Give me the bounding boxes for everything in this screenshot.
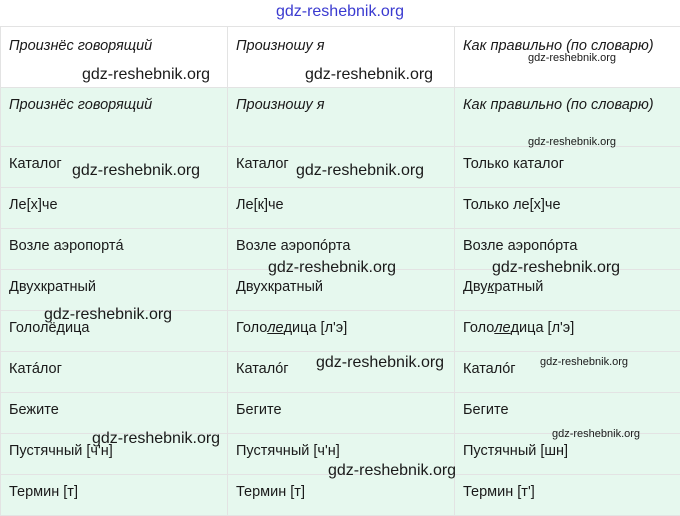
table-cell: Возле аэропортá <box>1 229 228 270</box>
header-cell-me: Произношу я <box>228 27 455 88</box>
watermark: gdz-reshebnik.org <box>92 430 221 447</box>
table-cell <box>455 311 680 352</box>
table-cell: Ле[к]че <box>228 188 455 229</box>
table-cell: Термин [т] <box>1 475 228 516</box>
watermark: gdz-reshebnik.org <box>296 162 425 179</box>
header-cell-me: Произношу я <box>228 88 455 147</box>
site-header: gdz-reshebnik.org <box>275 3 405 20</box>
table-cell: Катáлог <box>1 352 228 393</box>
table-cell: Бежите <box>1 393 228 434</box>
header-cell-speaker: Произнёс говорящий <box>1 27 228 88</box>
table-cell: Возле аэропóрта <box>455 229 680 270</box>
table-cell: Гололёдица <box>1 311 228 352</box>
word-part: Дву <box>463 279 488 295</box>
watermark: gdz-reshebnik.org <box>316 354 445 371</box>
watermark: gdz-reshebnik.org <box>44 306 173 323</box>
watermark: gdz-reshebnik.org <box>268 259 397 276</box>
header-cell-dictionary: Как правильно (по словарю) <box>455 27 680 88</box>
word-part: Голо <box>463 320 495 336</box>
table-cell: Пустячный [ч'н] <box>228 434 455 475</box>
watermark: gdz-reshebnik.org <box>528 52 617 64</box>
table-cell: Бегите <box>455 393 680 434</box>
table-cell: Только каталог <box>455 147 680 188</box>
table-cell: Только ле[х]че <box>455 188 680 229</box>
emphasized-letters: ле <box>267 320 284 336</box>
table-cell: Пустячный [шн] <box>455 434 680 475</box>
watermark: gdz-reshebnik.org <box>72 162 201 179</box>
emphasized-letters: к <box>487 279 495 295</box>
watermark: gdz-reshebnik.org <box>328 462 457 479</box>
emphasized-letters: ле <box>494 320 511 336</box>
header-cell-dictionary: Как правильно (по словарю) <box>455 88 680 147</box>
word-part: Голо <box>236 320 268 336</box>
table-row <box>1 475 680 516</box>
table-cell: Ле[х]че <box>1 188 228 229</box>
table-row <box>1 188 680 229</box>
table-cell: Возле аэропóрта <box>228 229 455 270</box>
table-cell: Пустячный [ч'н] <box>1 434 228 475</box>
table-cell: Термин [т'] <box>455 475 680 516</box>
header-cell-speaker: Произнёс говорящий <box>1 88 228 147</box>
table-cell: Каталóг <box>455 352 680 393</box>
table-cell: Термин [т] <box>228 475 455 516</box>
watermark: gdz-reshebnik.org <box>82 66 211 83</box>
word-part: дица [л'э] <box>283 320 348 336</box>
watermark: gdz-reshebnik.org <box>552 428 641 440</box>
watermark: gdz-reshebnik.org <box>528 136 617 148</box>
word-part: ратный <box>494 279 544 295</box>
table-cell: Каталог <box>228 147 455 188</box>
table-cell: Двухкратный <box>1 270 228 311</box>
table-cell: Каталог <box>1 147 228 188</box>
table-cell: Каталóг <box>228 352 455 393</box>
table-cell: Двухкратный <box>228 270 455 311</box>
watermark: gdz-reshebnik.org <box>540 356 629 368</box>
table-cell <box>228 311 455 352</box>
word-part: дица [л'э] <box>510 320 575 336</box>
table-cell: Бегите <box>228 393 455 434</box>
watermark: gdz-reshebnik.org <box>305 66 434 83</box>
watermark: gdz-reshebnik.org <box>492 259 621 276</box>
